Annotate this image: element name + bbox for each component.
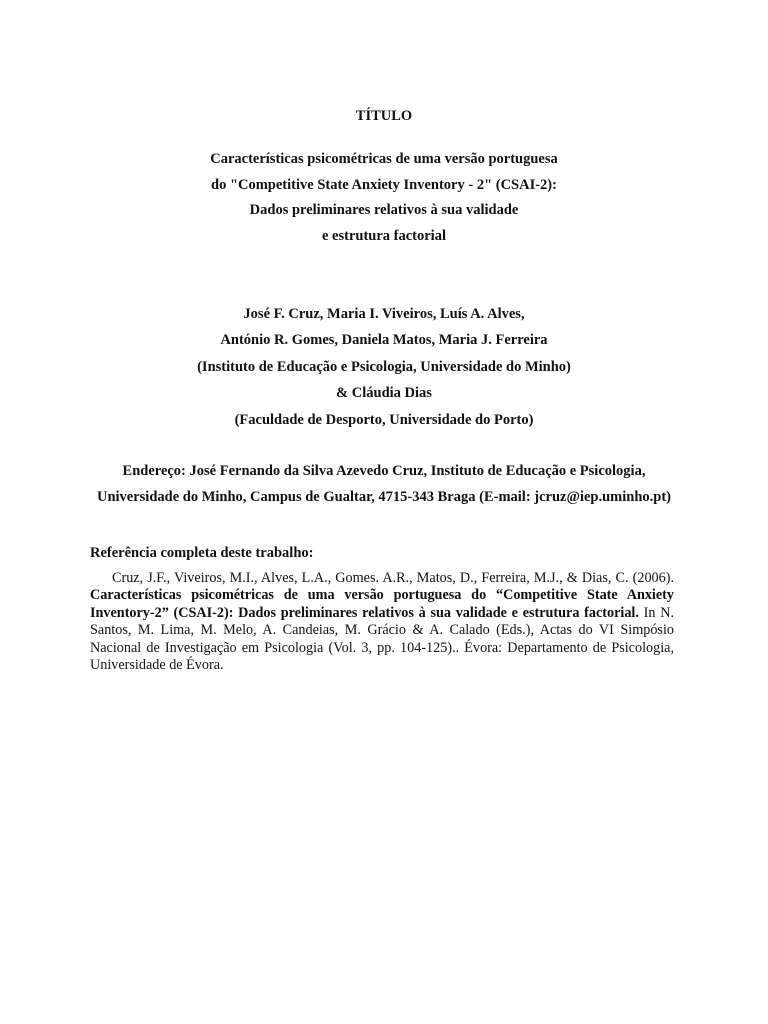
authors-line: António R. Gomes, Daniela Matos, Maria J. Ferreira — [220, 332, 548, 348]
affiliation-line: (Faculdade de Desporto, Universidade do Porto) — [234, 412, 534, 428]
citation-title: Características psicométricas de uma versão portuguesa do “Competitive State Anxiety Inventory-2” (CSAI-2): Dados preliminares relativos à sua validade e estrutura factorial. — [90, 587, 674, 621]
reference-heading: Referência completa deste trabalho: — [90, 545, 314, 561]
citation-publication: In N. Santos, M. Lima, M. Melo, A. Candeias, M. Grácio & A. Calado (Eds.), Actas do VI Simpósio Nacional de Investigação em Psicologia (Vol. 3, pp. 104-125).. Évora: Departamento de Psicologia, Universidade de Évora. — [90, 604, 674, 674]
affiliation-line: (Instituto de Educação e Psicologia, Universidade do Minho) — [197, 359, 571, 375]
title-line: Dados preliminares relativos à sua validade — [249, 202, 519, 218]
authors-line: & Cláudia Dias — [336, 385, 432, 401]
address-line: Universidade do Minho, Campus de Gualtar, 4715-343 Braga (E-mail: jcruz@iep.uminho.pt) — [96, 489, 672, 505]
title-line: e estrutura factorial — [321, 228, 446, 244]
page-heading: TÍTULO — [355, 108, 413, 124]
citation-authors: Cruz, J.F., Viveiros, M.I., Alves, L.A., Gomes. A.R., Matos, D., Ferreira, M.J., & Dias, C. (2006). — [112, 570, 674, 586]
title-line: Características psicométricas de uma versão portuguesa — [210, 151, 558, 167]
title-line: do "Competitive State Anxiety Inventory - 2" (CSAI-2): — [211, 177, 557, 193]
authors-line: José F. Cruz, Maria I. Viveiros, Luís A. Alves, — [243, 306, 525, 322]
reference-citation — [90, 570, 674, 674]
address-line: Endereço: José Fernando da Silva Azevedo Cruz, Instituto de Educação e Psicologia, — [122, 463, 646, 479]
